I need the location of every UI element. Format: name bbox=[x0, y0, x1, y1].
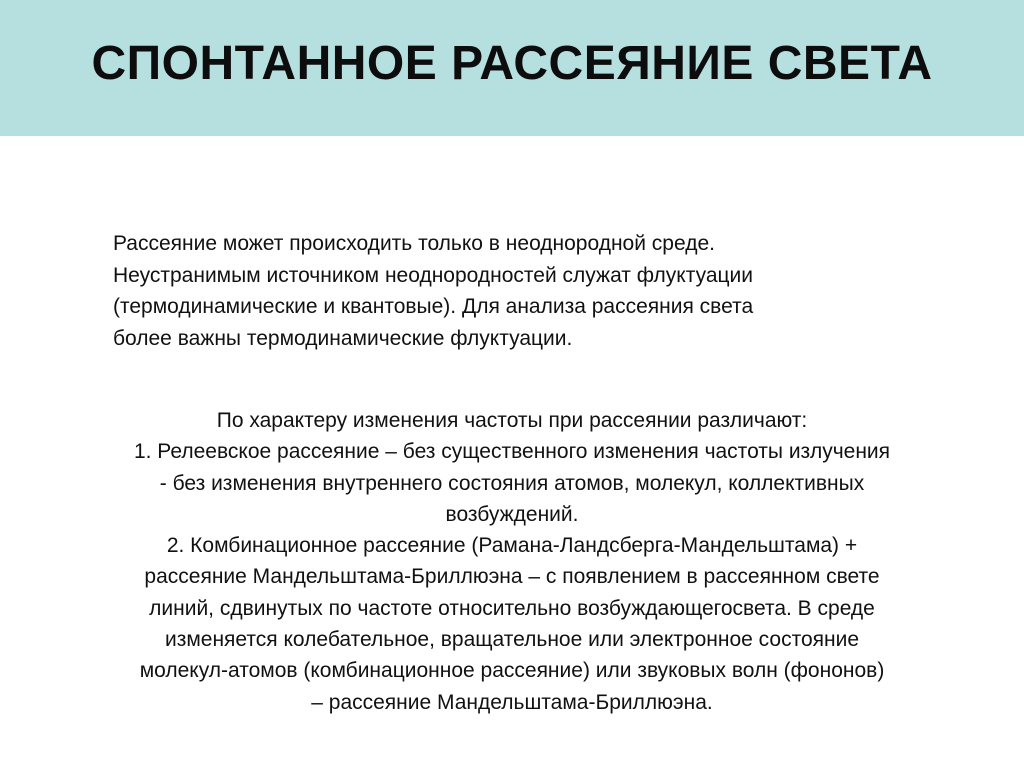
raman-item-line: молекул-атомов (комбинационное рассеяние) или звуковых волн (фононов) bbox=[139, 659, 885, 683]
intro-line: Неустранимым источником неоднородностей служат флуктуации bbox=[113, 263, 754, 287]
rayleigh-item-line: возбуждений. bbox=[445, 502, 579, 526]
raman-item-line: рассеяние Мандельштама-Бриллюэна – с появлением в рассеянном свете bbox=[144, 565, 880, 589]
title-banner bbox=[0, 0, 1024, 136]
intro-line: (термодинамические и квантовые). Для анализа рассеяния света bbox=[113, 295, 754, 318]
scattering-types-block bbox=[0, 405, 1024, 718]
rayleigh-item-line: - без изменения внутреннего состояния атомов, молекул, коллективных bbox=[159, 471, 865, 495]
raman-item-line: изменяется колебательное, вращательное или электронное состояние bbox=[164, 628, 860, 652]
raman-item-line: линий, сдвинутых по частоте относительно возбуждающегосвета. В среде bbox=[149, 596, 875, 620]
raman-item-line: – рассеяние Мандельштама-Бриллюэна. bbox=[311, 690, 713, 714]
intro-paragraph bbox=[113, 228, 913, 354]
rayleigh-item-line: 1. Релеевское рассеяние – без существенного изменения частоты излучения bbox=[133, 440, 891, 464]
types-intro-line: По характеру изменения частоты при рассеянии различают: bbox=[216, 409, 808, 432]
slide-title: СПОНТАННОЕ РАССЕЯНИЕ СВЕТА bbox=[91, 37, 933, 90]
raman-item-line: 2. Комбинационное рассеяние (Рамана-Ландсберга-Мандельштама) + bbox=[166, 534, 858, 558]
intro-line: Рассеяние может происходить только в неоднородной среде. bbox=[113, 232, 715, 255]
intro-line: более важны термодинамические флуктуации. bbox=[113, 326, 573, 350]
